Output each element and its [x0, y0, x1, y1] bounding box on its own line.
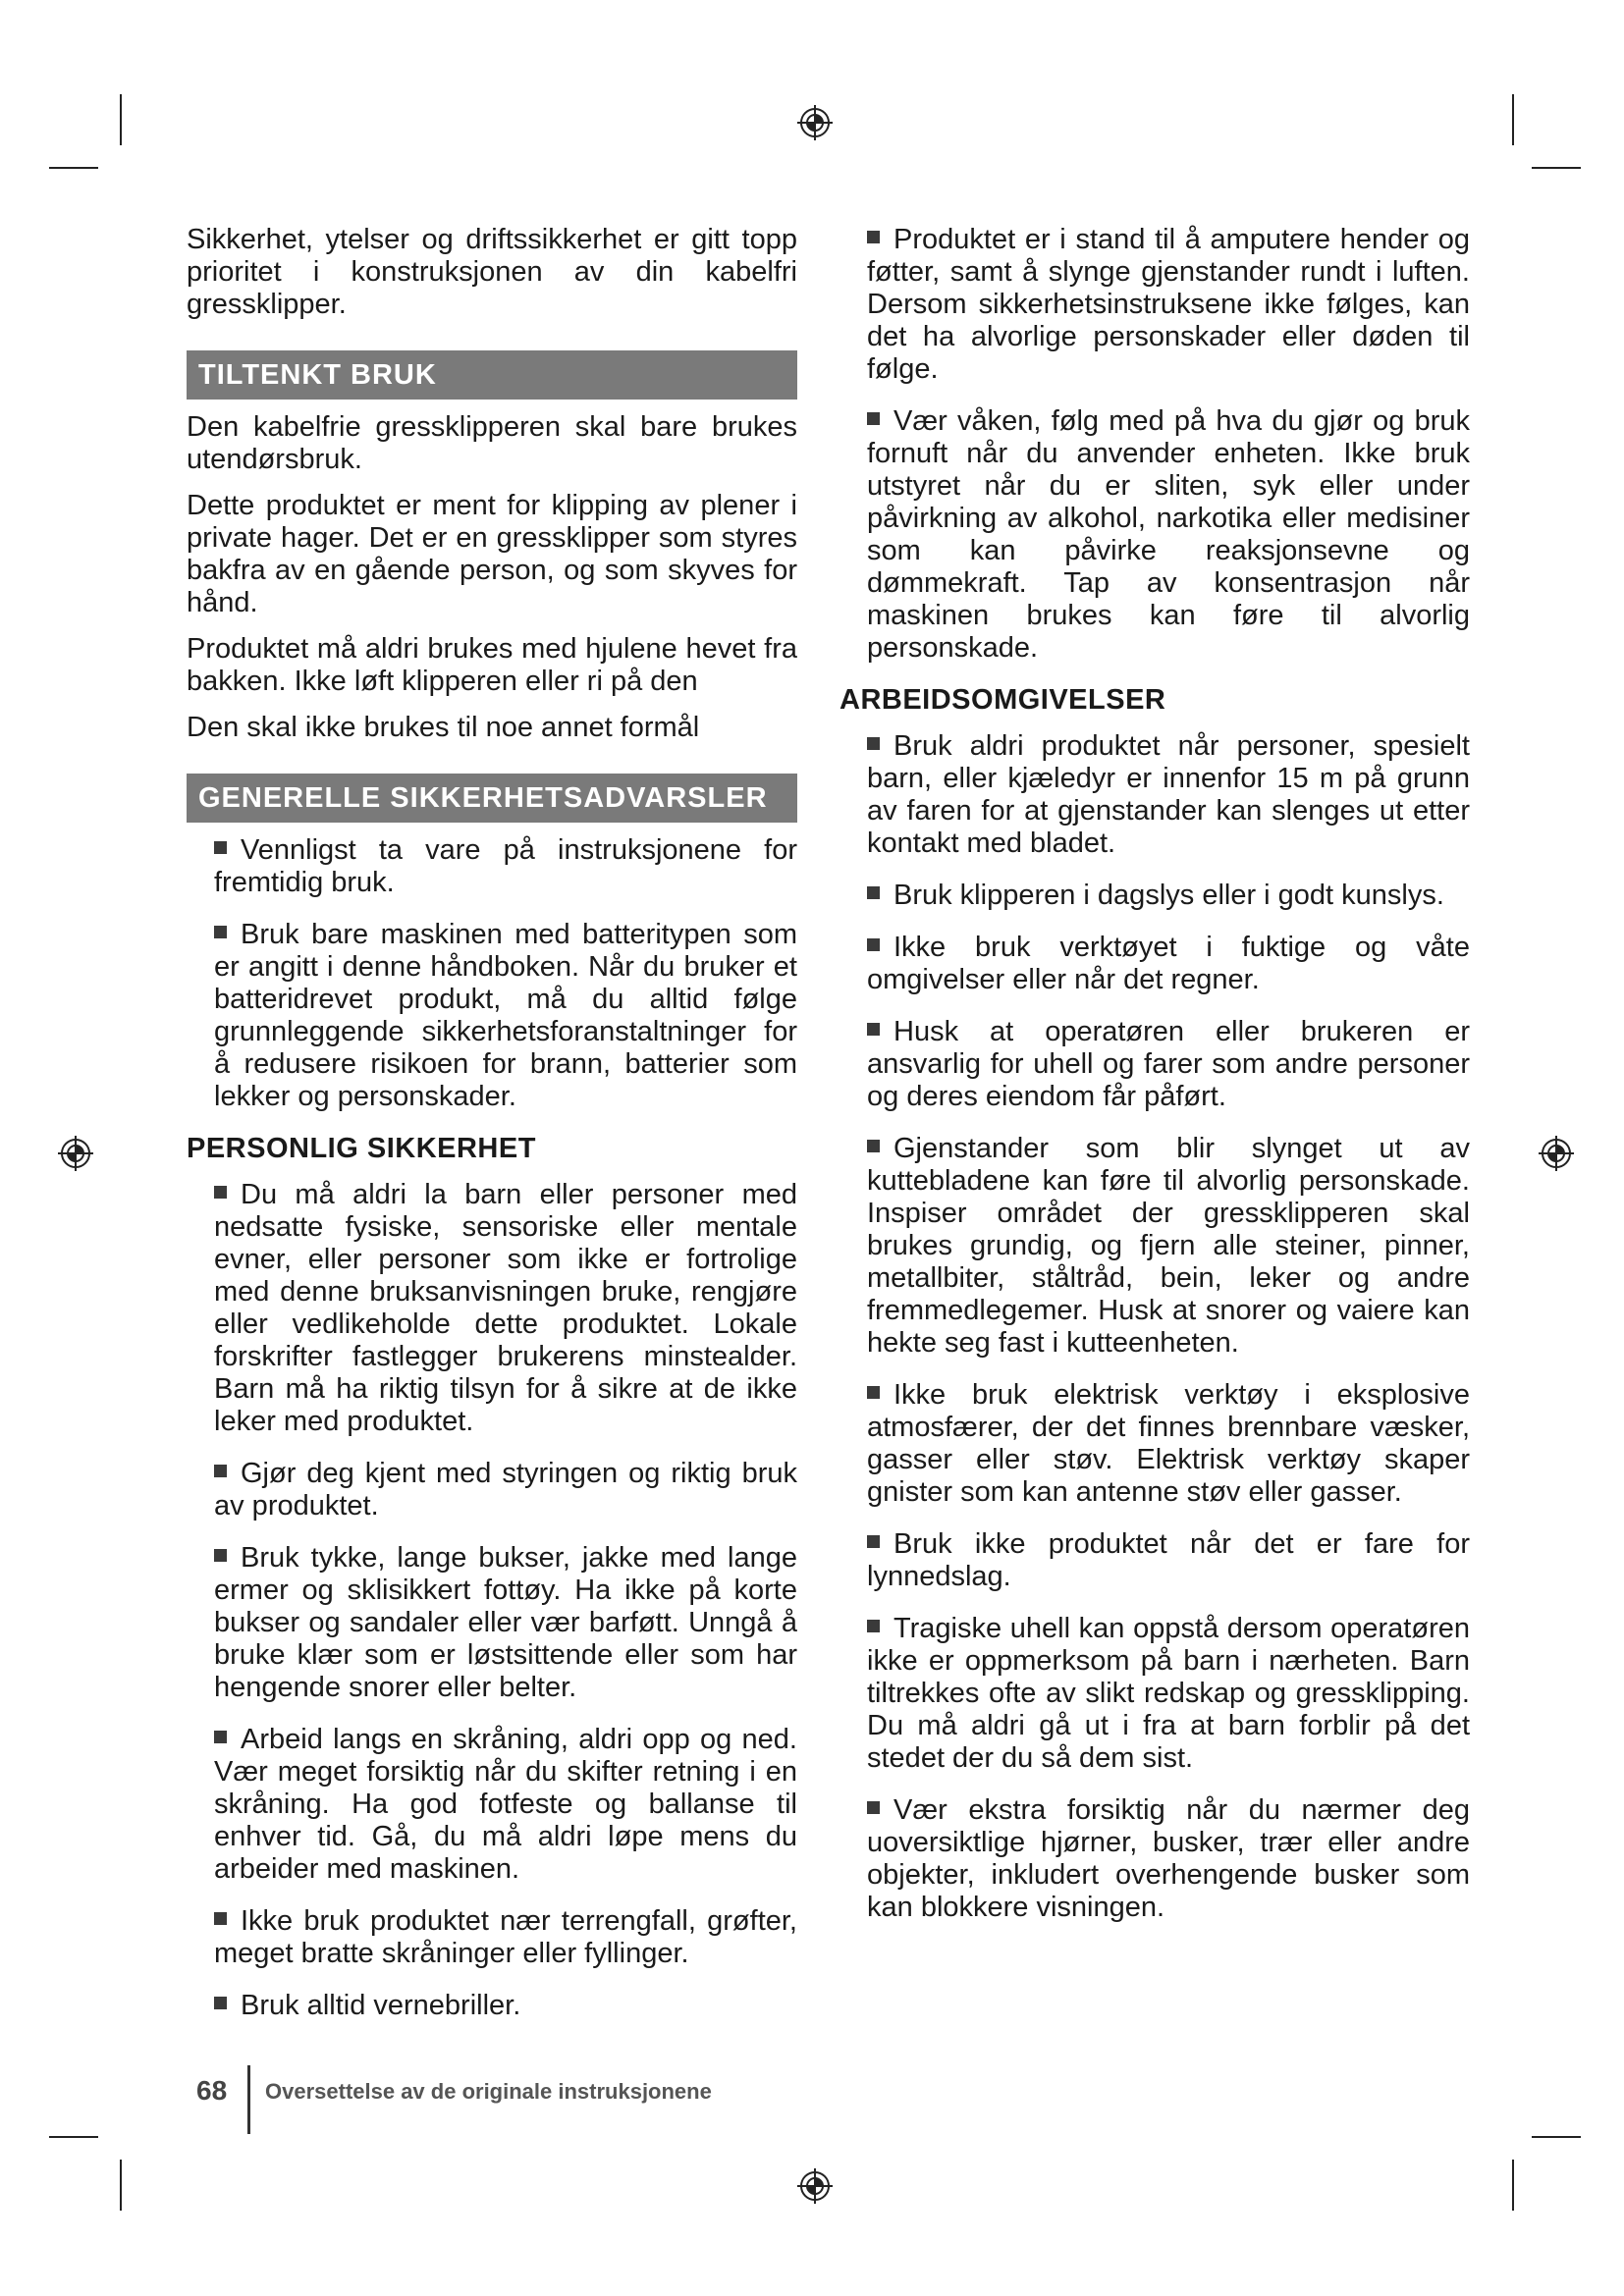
- list-item: Bruk alltid vernebriller.: [214, 1990, 797, 2022]
- section-heading-personal-safety: PERSONLIG SIKKERHET: [187, 1133, 536, 1164]
- list-item: Tragiske uhell kan oppstå dersom operatøren ikke er oppmerksom på barn i nærheten. Barn tiltrekkes ofte av slikt redskap og gressklipping. Du må aldri gå ut i fra at barn forblir på det stedet der du så dem sist.: [867, 1613, 1470, 1774]
- intro-paragraph: Sikkerhet, ytelser og driftssikkerhet er gitt topp prioritet i konstruksjonen av din kabelfri gressklipper.: [187, 224, 797, 320]
- registration-mark-icon: [793, 2164, 837, 2208]
- left-column: [187, 224, 797, 2042]
- crop-mark-top-right-v: [1512, 94, 1514, 145]
- square-bullet-icon: [214, 1465, 227, 1477]
- square-bullet-icon: [867, 737, 880, 750]
- paragraph: Dette produktet er ment for klipping av plener i private hager. Det er en gressklipper som styres bakfra av en gående person, og som skyves for hånd.: [187, 490, 797, 618]
- list-item: Arbeid langs en skråning, aldri opp og ned. Vær meget forsiktig når du skifter retning i en skråning. Ha god fotfeste og ballanse til enhver tid. Gå, du må aldri løpe mens du arbeider med maskinen.: [214, 1724, 797, 1885]
- bullet-list: [839, 730, 1470, 1924]
- page-number: 68: [196, 2075, 228, 2106]
- list-item: Du må aldri la barn eller personer med nedsatte fysiske, sensoriske eller mentale evner, eller personer som ikke er fortrolige med denne bruksanvisningen bruke, rengjøre eller vedlikeholde dette produktet. Lokale forskrifter fastlegger brukerens minstealder. Barn må ha riktig tilsyn for å sikre at de ikke leker med produktet.: [214, 1179, 797, 1437]
- bullet-list: [187, 1179, 797, 2022]
- paragraph: Den skal ikke brukes til noe annet formål: [187, 712, 700, 743]
- square-bullet-icon: [214, 841, 227, 854]
- square-bullet-icon: [214, 1186, 227, 1199]
- crop-mark-bottom-left-h: [49, 2136, 98, 2138]
- list-item: Ikke bruk elektrisk verktøy i eksplosive atmosfærer, der det finnes brennbare væsker, gasser eller støv. Elektrisk verktøy skaper gnister som kan antenne støv eller gasser.: [867, 1379, 1470, 1508]
- list-item: Bruk bare maskinen med batteritypen som er angitt i denne håndboken. Når du bruker et batteridrevet produkt, må du alltid følge grunnleggende sikkerhetsforanstaltninger for å redusere risikoen for brann, batterier som lekker og personskader.: [214, 919, 797, 1112]
- square-bullet-icon: [214, 926, 227, 938]
- list-item: Ikke bruk produktet nær terrengfall, grøfter, meget bratte skråninger eller fyllinger.: [214, 1905, 797, 1969]
- registration-mark-icon: [1535, 1132, 1578, 1175]
- square-bullet-icon: [867, 1801, 880, 1814]
- footer-divider: [247, 2065, 250, 2134]
- list-item: Husk at operatøren eller brukeren er ansvarlig for uhell og farer som andre personer og deres eiendom får påført.: [867, 1016, 1470, 1112]
- square-bullet-icon: [214, 1997, 227, 2009]
- square-bullet-icon: [867, 412, 880, 425]
- paragraph: Den kabelfrie gressklipperen skal bare brukes utendørsbruk.: [187, 411, 797, 475]
- list-item: Bruk tykke, lange bukser, jakke med lange ermer og sklisikkert fottøy. Ha ikke på korte bukser og sandaler eller vær barføtt. Unngå å bruke klær som er løstsittende eller som har hengende snorer eller belter.: [214, 1542, 797, 1703]
- bullet-list: [839, 224, 1470, 665]
- section-banner-general-warnings: GENERELLE SIKKERHETSADVARSLER: [187, 774, 797, 823]
- section-heading-work-environment: ARBEIDSOMGIVELSER: [839, 684, 1166, 716]
- crop-mark-bottom-left-v: [120, 2160, 122, 2211]
- crop-mark-top-right-h: [1532, 167, 1581, 169]
- right-column: [839, 224, 1470, 1944]
- list-item: Gjør deg kjent med styringen og riktig bruk av produktet.: [214, 1458, 797, 1522]
- list-item: Vær våken, følg med på hva du gjør og bruk fornuft når du anvender enheten. Ikke bruk utstyret når du er sliten, syk eller under påvirkning av alkohol, narkotika eller medisiner som kan påvirke reaksjonsevne og dømmekraft. Tap av konsentrasjon når maskinen brukes kan føre til alvorlig personskade.: [867, 405, 1470, 664]
- square-bullet-icon: [867, 1023, 880, 1036]
- crop-mark-top-left-h: [49, 167, 98, 169]
- list-item: Bruk aldri produktet når personer, spesielt barn, eller kjæledyr er innenfor 15 m på grunn av faren for at gjenstander kan slenges ut etter kontakt med bladet.: [867, 730, 1470, 859]
- square-bullet-icon: [867, 1620, 880, 1632]
- square-bullet-icon: [867, 886, 880, 899]
- list-item: Gjenstander som blir slynget ut av kuttebladene kan føre til alvorlig personskade. Inspiser området der gressklipperen skal brukes grundig, og fjern alle steiner, pinner, metallbiter, ståltråd, bein, leker og andre fremmedlegemer. Husk at snorer og vaiere kan hekte seg fast i kutteenheten.: [867, 1133, 1470, 1359]
- crop-mark-top-left-v: [120, 94, 122, 145]
- list-item: Produktet er i stand til å amputere hender og føtter, samt å slynge gjenstander rundt i luften. Dersom sikkerhetsinstruksene ikke følges, kan det ha alvorlige personskader eller døden til følge.: [867, 224, 1470, 385]
- square-bullet-icon: [867, 1535, 880, 1548]
- list-item: Vennligst ta vare på instruksjonene for fremtidig bruk.: [214, 834, 797, 898]
- list-item: Vær ekstra forsiktig når du nærmer deg uoversiktlige hjørner, busker, trær eller andre objekter, inkludert overhengende busker som kan blokkere visningen.: [867, 1794, 1470, 1923]
- bullet-list: [187, 834, 797, 1113]
- square-bullet-icon: [214, 1549, 227, 1562]
- registration-mark-icon: [54, 1132, 97, 1175]
- footer-text: Oversettelse av de originale instruksjonene: [265, 2079, 712, 2104]
- list-item: Bruk klipperen i dagslys eller i godt kunslys.: [867, 880, 1470, 912]
- crop-mark-bottom-right-h: [1532, 2136, 1581, 2138]
- crop-mark-bottom-right-v: [1512, 2160, 1514, 2211]
- square-bullet-icon: [214, 1912, 227, 1925]
- square-bullet-icon: [867, 231, 880, 243]
- square-bullet-icon: [867, 1386, 880, 1399]
- square-bullet-icon: [867, 1140, 880, 1152]
- list-item: Bruk ikke produktet når det er fare for lynnedslag.: [867, 1528, 1470, 1592]
- square-bullet-icon: [867, 938, 880, 951]
- paragraph: Produktet må aldri brukes med hjulene hevet fra bakken. Ikke løft klipperen eller ri på den: [187, 633, 797, 697]
- section-banner-intended-use: TILTENKT BRUK: [187, 350, 797, 400]
- square-bullet-icon: [214, 1731, 227, 1743]
- registration-mark-icon: [793, 101, 837, 144]
- list-item: Ikke bruk verktøyet i fuktige og våte omgivelser eller når det regner.: [867, 932, 1470, 995]
